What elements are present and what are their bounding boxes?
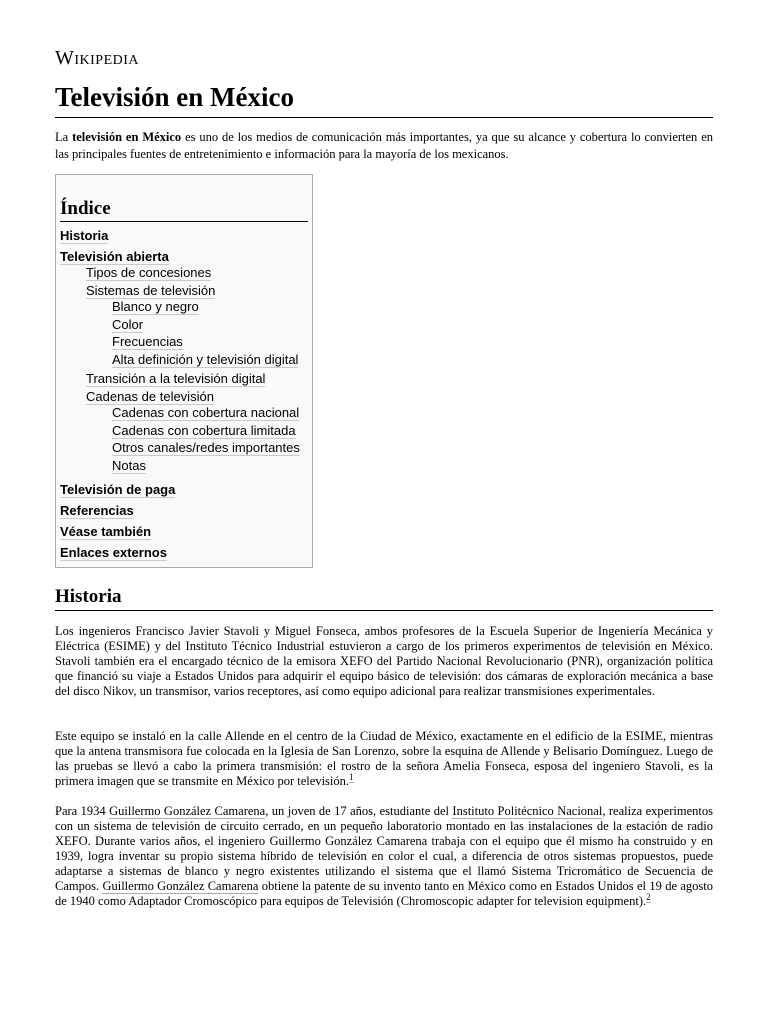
toc-item[interactable]: Cadenas de televisión (86, 389, 214, 404)
toc-item[interactable]: Cadenas con cobertura nacional (112, 405, 300, 420)
toc-item[interactable]: Tipos de concesiones (86, 265, 212, 280)
lead-paragraph: La televisión en México es uno de los medios de comunicación más importantes, ya que su alcance y cobertura lo convierten en las principales fuentes de entretenimiento e información para la mayoría de los mexicanos. (55, 130, 713, 161)
toc-item[interactable]: Cadenas con cobertura limitada (112, 423, 296, 438)
page-title: Televisión en México (55, 80, 713, 118)
table-of-contents (55, 174, 313, 568)
toc-item[interactable]: Historia (60, 228, 109, 243)
toc-item[interactable]: Otros canales/redes importantes (112, 440, 300, 455)
toc-item[interactable]: Blanco y negro (112, 299, 199, 314)
historia-paragraph-3: Para 1934 Guillermo González Camarena, un joven de 17 años, estudiante del Instituto Politécnico Nacional, realiza experimentos con un sistema de televisión de circuito cerrado, en un pequeño laboratorio montado en las instalaciones de la estación de radio XEFO. Durante varios años, el ingeniero Guillermo González Camarena trabaja con el equipo que él mismo ha construido y en 1939, logra inventar su propio sistema híbrido de televisión en color el cual, a diferencia de otros sistemas propuestos, puede adaptarse a sistemas de blanco y negro existentes utilizando el sistema que el llamó Sistema Tricromático de Secuencia de Campos. Guillermo González Camarena obtiene la patente de su invento tanto en México como en Estados Unidos el 19 de agosto de 1940 como Adaptador Cromoscópico para equipos de Televisión (Chromoscopic adapter for television equipment).$^2$ (55, 804, 713, 908)
toc-item[interactable]: Alta definición y televisión digital (112, 352, 299, 367)
reference-link-1[interactable]: 1 (349, 771, 354, 782)
toc-item[interactable]: Transición a la televisión digital (86, 371, 266, 386)
toc-item[interactable]: Frecuencias (112, 334, 183, 349)
lead-bold-term: televisión en México (72, 130, 182, 144)
toc-item[interactable]: Televisión abierta (60, 249, 169, 264)
toc-item[interactable]: Enlaces externos (60, 545, 167, 560)
wikipedia-wordmark[interactable]: Wikipedia (55, 47, 140, 69)
link-guillermo-gonzalez-camarena-2[interactable]: Guillermo González Camarena (102, 879, 259, 893)
toc-item[interactable]: Véase también (60, 524, 152, 539)
reference-link-2[interactable]: 2 (646, 891, 651, 902)
toc-item[interactable]: Notas (112, 458, 146, 473)
link-instituto-politecnico-nacional[interactable]: Instituto Politécnico Nacional (452, 804, 603, 818)
toc-title: Índice (60, 198, 308, 222)
toc-item[interactable]: Televisión de paga (60, 482, 176, 497)
section-heading-historia: Historia (55, 586, 713, 611)
link-guillermo-gonzalez-camarena[interactable]: Guillermo González Camarena (109, 804, 266, 818)
toc-item[interactable]: Color (112, 317, 144, 332)
toc-item[interactable]: Referencias (60, 503, 134, 518)
toc-item[interactable]: Sistemas de televisión (86, 283, 216, 298)
historia-paragraph-2: Este equipo se instaló en la calle Allende en el centro de la Ciudad de México, exactamente en el edificio de la ESIME, mientras que la antena transmisora fue colocada en la Iglesia de San Lorenzo, sobre la esquina de Allende y Belisario Domínguez. Luego de las pruebas se llevó a cabo la primera transmisión: el rostro de la señora Amelia Fonseca, esposa del ingeniero Stavoli, es la primera imagen que se transmite en México por televisión.$^1$ (55, 729, 713, 788)
historia-paragraph-1: Los ingenieros Francisco Javier Stavoli y Miguel Fonseca, ambos profesores de la Escuela Superior de Ingeniería Mecánica y Eléctrica (ESIME) y del Instituto Técnico Industrial estuvieron a cargo de los primeros experimentos de televisión en México. Stavoli también era el encargado técnico de la emisora XEFO del Partido Nacional Revolucionario (PNR), organización política que financió su viaje a Estados Unidos para adquirir el equipo básico de televisión: dos cámaras de exploración mecánica a base del disco Nikov, un transmisor, varios receptores, así como equipo adicional para realizar transmisiones experimentales. (55, 624, 713, 698)
